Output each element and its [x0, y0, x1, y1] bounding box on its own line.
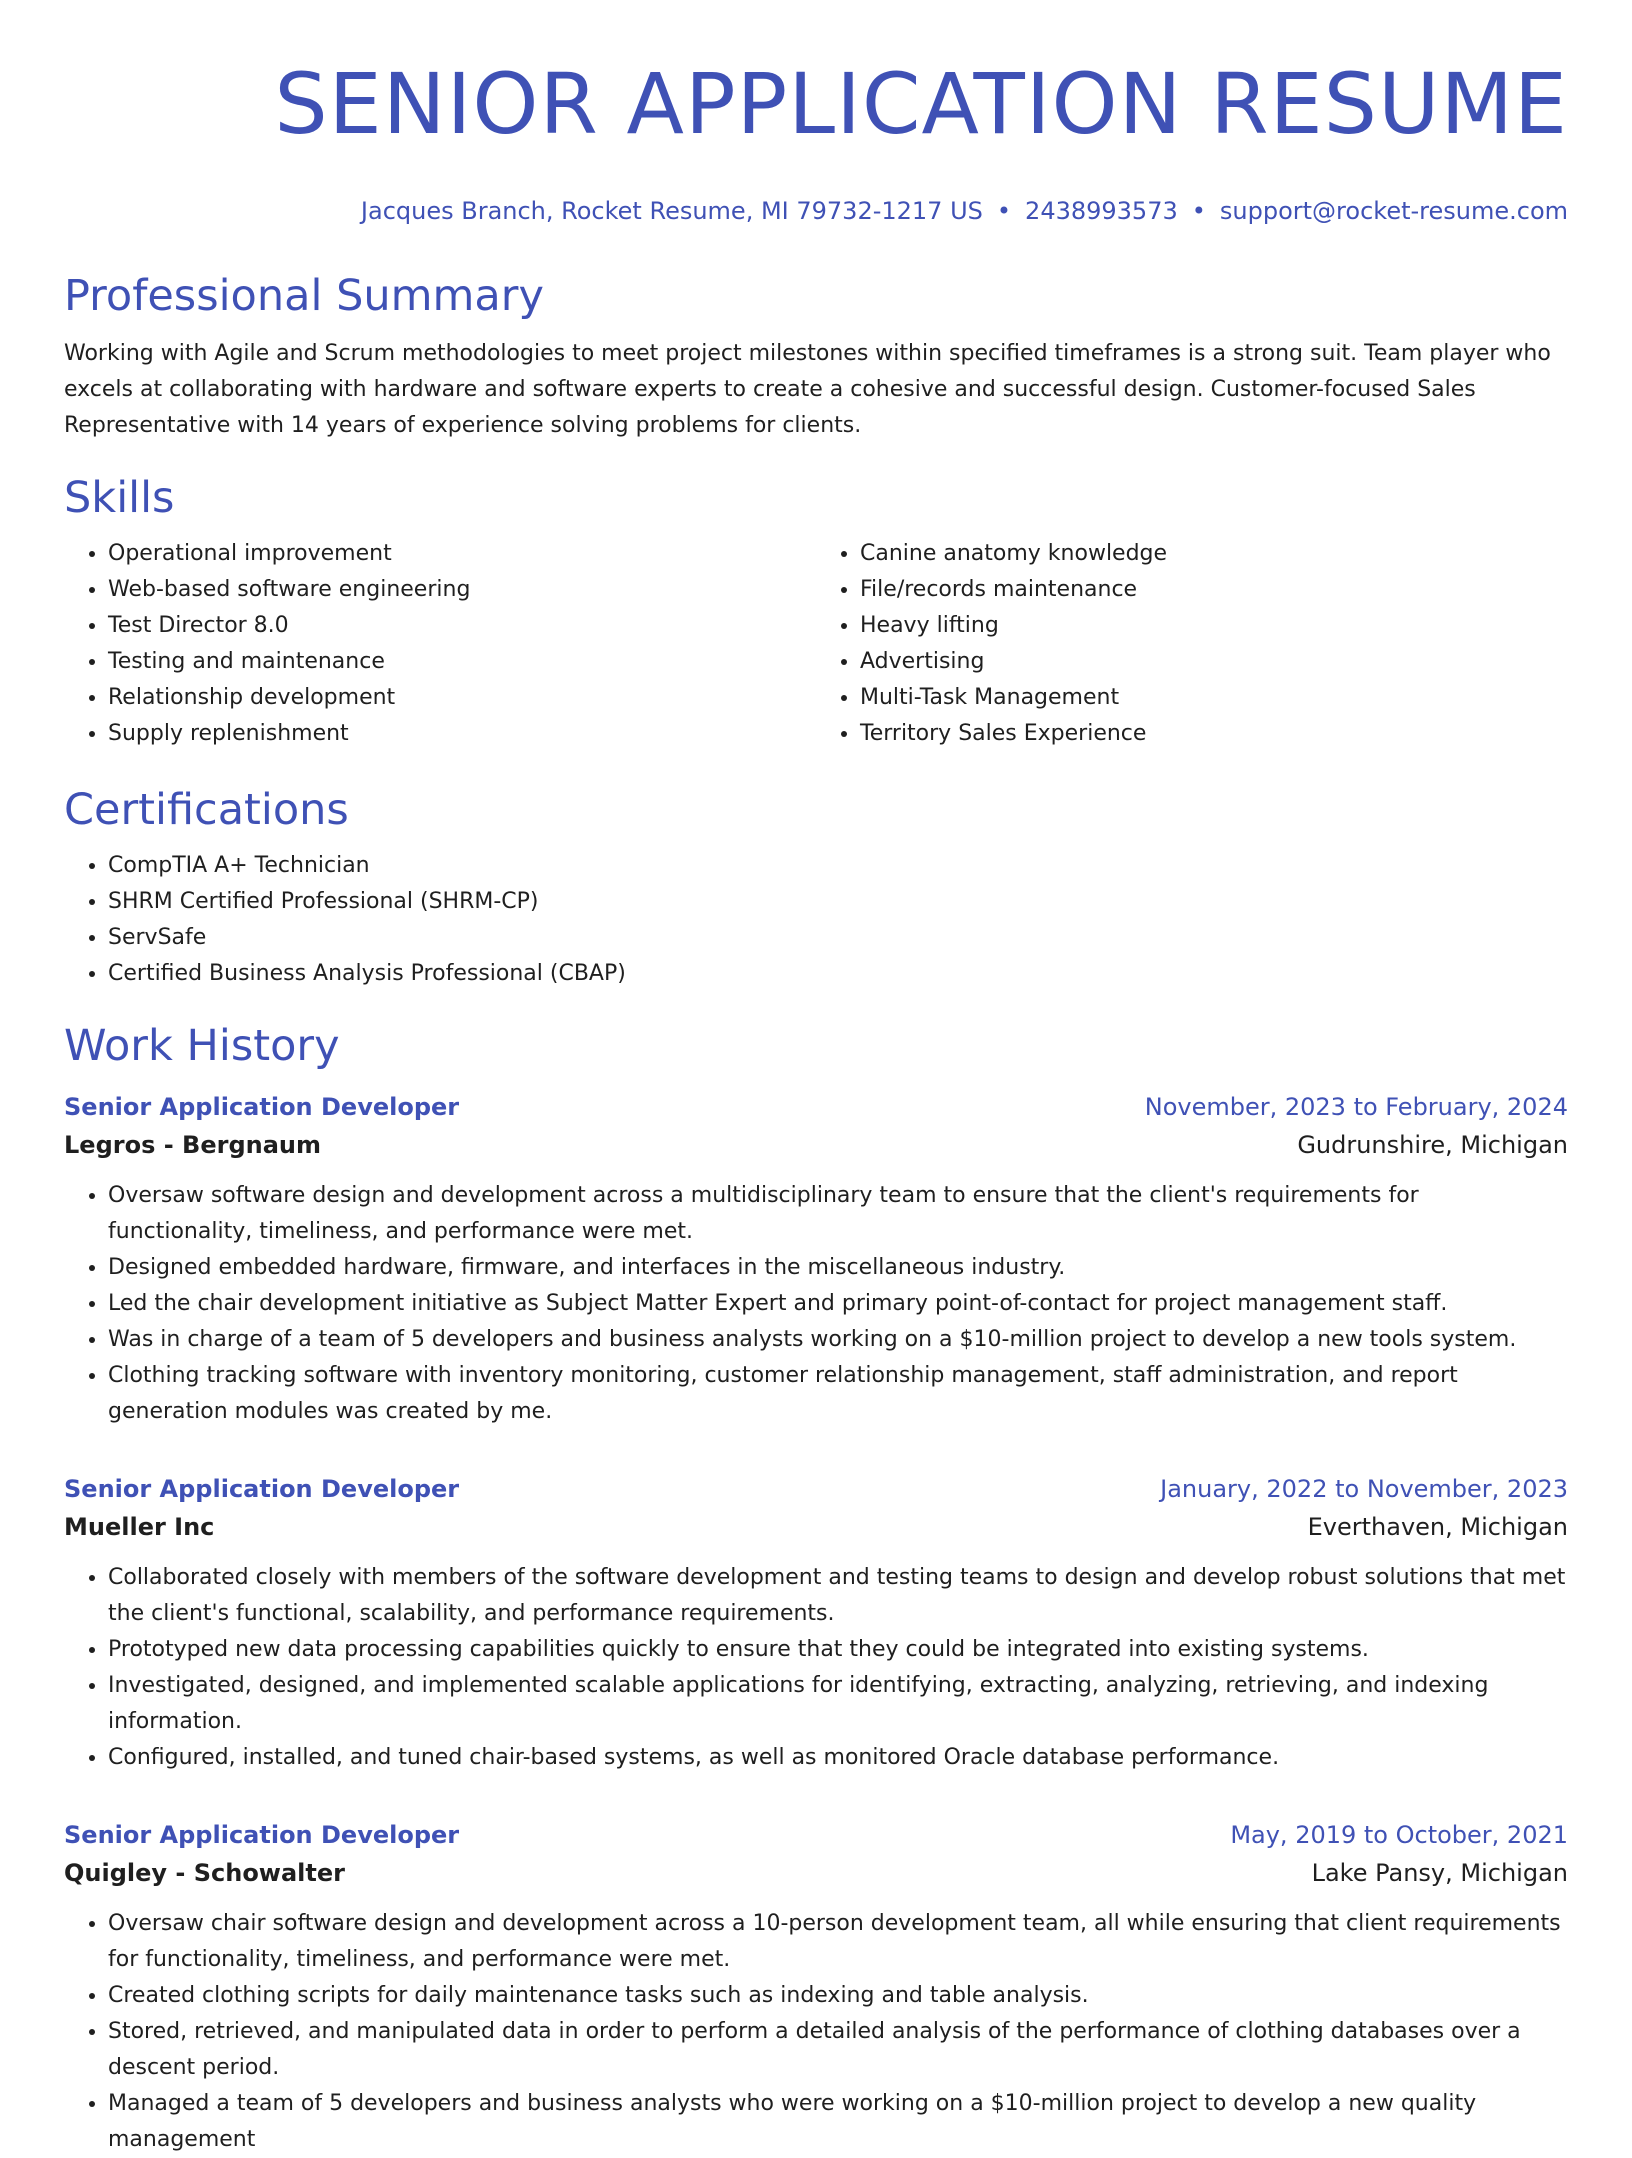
- job-bullet: • Oversaw chair software design and development across a 10-person development team, all while ensuring that client requirements for functionality, timeliness, and performance were met.: [108, 1906, 1568, 1978]
- job-entry: [64, 1816, 1568, 2158]
- certification-item: • Certified Business Analysis Professional (CBAP): [108, 956, 1568, 992]
- job-company-row: [64, 1508, 1568, 1546]
- job-bullets: [64, 1178, 1568, 1430]
- job-company: Mueller Inc: [64, 1513, 215, 1541]
- job-header-row: [64, 1088, 1568, 1126]
- skill-item: • Canine anatomy knowledge: [860, 536, 1568, 572]
- summary-text: Working with Agile and Scrum methodologies to meet project milestones within specified timeframes is a strong suit. Team player who excels at collaborating with hardware and software experts to create a cohesive and successful design. Customer-focused Sales Representative with 14 years of experience solving problems for clients.: [64, 341, 1551, 438]
- contact-separator: •: [1191, 197, 1206, 225]
- certifications-heading: Certifications: [64, 785, 349, 835]
- skill-item: • Heavy lifting: [860, 608, 1568, 644]
- job-bullet: • Configured, installed, and tuned chair-based systems, as well as monitored Oracle database performance.: [108, 1740, 1568, 1776]
- skill-item: • Testing and maintenance: [108, 644, 816, 680]
- resume-title: SENIOR APPLICATION RESUME: [274, 55, 1568, 153]
- skills-heading: Skills: [64, 473, 175, 523]
- job-company: Quigley - Schowalter: [64, 1859, 345, 1887]
- skill-item: • File/records maintenance: [860, 572, 1568, 608]
- contact-line: [64, 196, 1568, 226]
- job-bullet: • Was in charge of a team of 5 developers and business analysts working on a $10-million project to develop a new tools system.: [108, 1322, 1568, 1358]
- skill-item: • Test Director 8.0: [108, 608, 816, 644]
- job-dates: May, 2019 to October, 2021: [1230, 1821, 1568, 1849]
- summary-heading: Professional Summary: [64, 271, 544, 321]
- job-bullet: • Collaborated closely with members of the software development and testing teams to design and develop robust solutions that met the client's functional, scalability, and performance requirements.: [108, 1560, 1568, 1632]
- job-header-row: [64, 1470, 1568, 1508]
- job-entry: [64, 1470, 1568, 1776]
- job-bullet: • Led the chair development initiative as Subject Matter Expert and primary point-of-contact for project management staff.: [108, 1286, 1568, 1322]
- job-company: Legros - Bergnaum: [64, 1131, 321, 1159]
- job-entry: [64, 1088, 1568, 1430]
- job-bullet: • Managed a team of 5 developers and business analysts who were working on a $10-million project to develop a new quality management: [108, 2086, 1568, 2158]
- job-bullet: • Designed embedded hardware, firmware, and interfaces in the miscellaneous industry.: [108, 1250, 1568, 1286]
- certification-item: • CompTIA A+ Technician: [108, 848, 1568, 884]
- job-header-row: [64, 1816, 1568, 1854]
- certification-item: • SHRM Certified Professional (SHRM-CP): [108, 884, 1568, 920]
- skill-item: • Supply replenishment: [108, 716, 816, 752]
- job-bullet: • Created clothing scripts for daily maintenance tasks such as indexing and table analysis.: [108, 1978, 1568, 2014]
- job-bullets: [64, 1560, 1568, 1776]
- contact-address: Jacques Branch, Rocket Resume, MI 79732-1217 US: [360, 197, 983, 225]
- job-dates: November, 2023 to February, 2024: [1144, 1093, 1568, 1121]
- job-location: Gudrunshire, Michigan: [1297, 1131, 1568, 1159]
- skill-item: • Web-based software engineering: [108, 572, 816, 608]
- job-bullet: • Prototyped new data processing capabilities quickly to ensure that they could be integrated into existing systems.: [108, 1632, 1568, 1668]
- job-bullet: • Oversaw software design and development across a multidisciplinary team to ensure that the client's requirements for functionality, timeliness, and performance were met.: [108, 1178, 1568, 1250]
- job-company-row: [64, 1126, 1568, 1164]
- skills-list-right: [816, 536, 1568, 752]
- contact-email[interactable]: support@rocket-resume.com: [1219, 197, 1568, 225]
- skill-item: • Multi-Task Management: [860, 680, 1568, 716]
- skill-item: • Relationship development: [108, 680, 816, 716]
- job-bullets: [64, 1906, 1568, 2158]
- contact-phone[interactable]: 2438993573: [1025, 197, 1178, 225]
- job-title: Senior Application Developer: [64, 1475, 460, 1503]
- job-bullet: • Clothing tracking software with inventory monitoring, customer relationship management, staff administration, and report generation modules was created by me.: [108, 1358, 1568, 1430]
- skill-item: • Operational improvement: [108, 536, 816, 572]
- job-dates: January, 2022 to November, 2023: [1160, 1475, 1568, 1503]
- job-title: Senior Application Developer: [64, 1093, 460, 1121]
- skills-columns: [64, 536, 1568, 752]
- work-history-heading: Work History: [64, 1021, 340, 1071]
- certifications-list: [64, 848, 1568, 992]
- job-bullet: • Investigated, designed, and implemented scalable applications for identifying, extracting, analyzing, retrieving, and indexing information.: [108, 1668, 1568, 1740]
- job-location: Everthaven, Michigan: [1307, 1513, 1568, 1541]
- job-bullet: • Stored, retrieved, and manipulated data in order to perform a detailed analysis of the performance of clothing databases over a descent period.: [108, 2014, 1568, 2086]
- job-title: Senior Application Developer: [64, 1821, 460, 1849]
- skills-list-left: [64, 536, 816, 752]
- contact-separator: •: [996, 197, 1012, 225]
- skill-item: • Territory Sales Experience: [860, 716, 1568, 752]
- certification-item: • ServSafe: [108, 920, 1568, 956]
- job-company-row: [64, 1854, 1568, 1892]
- job-location: Lake Pansy, Michigan: [1311, 1859, 1568, 1887]
- skill-item: • Advertising: [860, 644, 1568, 680]
